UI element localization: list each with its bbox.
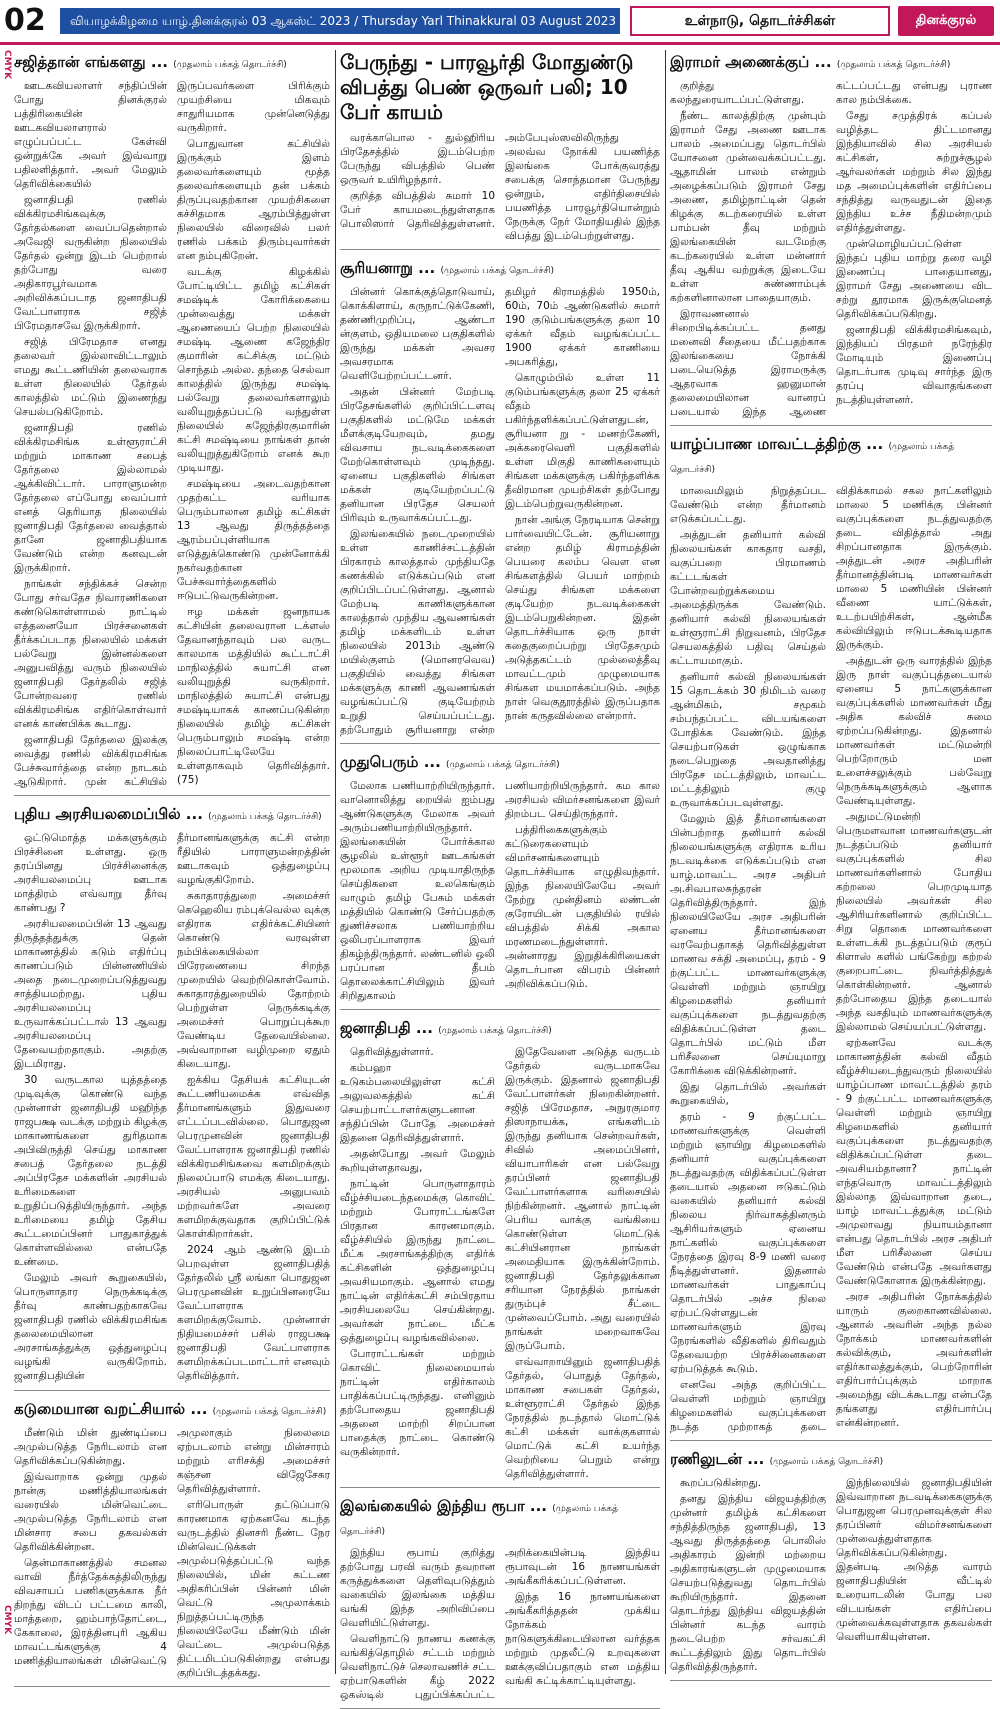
paragraph: அரச அதிபரின் நோக்கத்தில் யாரும் குறைகாணவில்லை. ஆனால் அவரின் அந்த நல்ல நோக்கம் மாணவர்களின் கல்விக்கும், அவர்களின் எதிர்காலத்துக்கும், பெற்றோரின் எதிர்பார்ப்புக்கும் மாறாக அமைந்து விடக்கூடாது என்பதே தங்களது எதிர்பார்ப்பு என்கின்றனர். bbox=[836, 1291, 992, 1429]
paragraph: கொழும்பில் உள்ள 11 குடும்பங்களுக்கு தலா 25 ஏக்கர் வீதம் பகிர்ந்தளிக்கப்பட்டுள்ளதுடன், சூரியனா று - மணற்கேணி, அக்கரைவெளி பகுதிகளில் உள்ள மிகுதி காணிகளையும் சிங்கள மக்களுக்கு பகிர்ந்தளிக்க தீவிரமான முயற்சிகள் தற்போது இடம்பெற்றுவருகின்றன. bbox=[505, 372, 660, 510]
article-body bbox=[340, 1045, 660, 1481]
paragraph: ஒட்டுமொத்த மக்களுக்கும் பிரச்சினை உள்ளது. ஒரு தரப்பினது பிரச்சினைக்கு அரசியலமைப்பு ஊடாக மாத்திரம் எவ்வாறு தீர்வு காண்பது ? bbox=[14, 832, 167, 914]
article bbox=[340, 1018, 660, 1488]
headline bbox=[340, 752, 660, 775]
paragraph: ஜனாதிபதி தேர்தலை இலக்கு வைத்து ரணில் விக்கிரமசிங்க பேச்சுவார்த்தை என்ற நாடகம் ஆடுகிறார். முன் கட்சியில் இருப்பவர்களை பிரிக்கும் முயற்சியை மிகவும் சாதுரியமாக முன்னெடுத்து வருகிறார். bbox=[14, 80, 330, 788]
article-body bbox=[340, 779, 660, 1003]
column-divider bbox=[665, 50, 666, 1674]
paragraph: ஏற்கனவே வடக்கு மாகாணத்தின் கல்வி வீதம் வீழ்ச்சியடைந்துவரும் நிலையில் யாழ்ப்பாண மாவட்டத்தில் தரம் - 9 ற்குட்பட்ட மாணவர்களுக்கு வெள்ளி மற்றும் ஞாயிறு கிழமைகளில் தனியார் வகுப்புக்களை நடத்துவதற்கு விதிக்கப்பட்டுள்ள தடை அவசியம்தானா? நாட்டின் எந்தவொரு மாவட்டத்திலும் இல்லாத இவ்வாறான தடை, யாழ் மாவட்டத்துக்கு மட்டும் அமுலாவது நியாயம்தானா என்பது தொடர்பில் அரச அதிபர் மீள பரிசீலனை செய்ய வேண்டும் என்பதே அவர்களது வேண்டுகோளாக இருக்கின்றது. bbox=[836, 1037, 992, 1287]
headline-text: சூரியனாறு ... bbox=[340, 259, 436, 277]
headline bbox=[14, 804, 330, 827]
paragraph: முன்மொழியப்பட்டுள்ள இந்தப் புதிய மாற்று தரை வழி இணைப்பு பாதையானது, இராமர் சேது அணையை விட சற்று தூரமாக இருக்குமெனத் தெரிவிக்கப்படுகிறது. bbox=[836, 238, 992, 320]
continued-note: (முதலாம் பக்கத் தொடர்ச்சி) bbox=[212, 1407, 327, 1417]
paragraph: சமஷ்டியை அடைவதற்கான முதற்கட்ட வரியாக பெரும்பாலான தமிழ் கட்சிகள் 13 ஆவது திருத்தத்தை ஆரம்பப்புள்ளியாக எடுத்துக்கொண்டு முன்னோக்கி நகர்வதற்கான பேச்சுவார்த்தைகளில் ஈடுபட்டுவருகின்றன. bbox=[177, 478, 330, 602]
headline-text: புதிய அரசியலமைப்பில் ... bbox=[14, 805, 203, 823]
paragraph: நான் அங்கு நேரடியாக சென்று பார்வையிட்டேன். சூரியனாறு என்ற தமிழ் கிராமத்தின் பெயரை கலம்ப வெள என சிங்களத்தில் பெயர் மாற்றம் செய்து சிங்கள மக்களை குடியேற்ற நடவடிக்கைகள் இடம்பெறுகின்றன. இதன் தொடர்ச்சியாக ஒரு நாள் கதைகுறைப்பற்று பிரதேசமும் அடுத்தகட்டம் முல்லைத்தீவு மாவட்டமும் முழுமையாக சிங்கள மயமாக்கப்படும். அந்த நாள் வெகுதூரத்தில் இருப்பதாக நான் கருதவில்லை என்றார். bbox=[505, 514, 660, 722]
paragraph: தனது இந்திய விஜயத்திற்கு முன்னர் தமிழ்க் கட்சிகளை சந்தித்திருந்த ஜனாதிபதி, 13 ஆவது திருத்தத்தை பொலிஸ் அதிகாரம் இன்றி மற்றைய அதிகாரங்களுடன் முழுமையாக செயற்படுத்துவது தொடர்பில் கூறியிருந்தார். இதனை தொடர்ந்து இந்திய விஜயத்தின் பின்னர் கடந்த வாரம் நடைபெற்ற சர்வகட்சி கூட்டத்திலும் இது தொடர்பில் தெரிவித்திருந்தார். bbox=[670, 1493, 826, 1673]
paragraph: தரம் - 9 ற்குட்பட்ட மாணவர்களுக்கு வெள்ளி மற்றும் ஞாயிறு கிழமைகளில் தனியார் வகுப்புக்களை நடத்துவதற்கு விதிக்கப்பட்டுள்ள தடையால் அதனை ஈடுகட்டும் வகையில் தனியார் கல்வி நிலைய நிர்வாகத்தினரும் ஆசிரியர்களும் ஏனைய நாட்களில் வகுப்புக்களை நேரத்தை இரவு 8-9 மணி வரை நீடித்துள்ளனர். இதனால் மாணவர்கள் பாதுகாப்பு தொடர்பில் அச்ச நிலை ஏற்பட்டுள்ளதுடன் மாணவர்களும் இரவு நேரங்களில் வீதிகளில் திரிவதும் தேவையற்ற பிரச்சினைகளை ஏற்படுத்தக் கூடும். bbox=[670, 1111, 826, 1375]
page-number: 02 bbox=[4, 3, 46, 38]
paragraph: மேலாக பணியாற்றியிருந்தார். வானொலித்து றையில் ஐம்பது ஆண்டுகளுக்கு மேலாக அவர் அரும்பணியாற்றியிருந்தார். இலங்கையின் போர்க்கால சூழலில் உள்ளூர் ஊடகங்கள் மூலமாக அறிய முடியாதிருந்த செய்திகளை உலகெங்கும் வாழும் தமிழ் பேசும் மக்கள் மத்தியில் கொண்டு சேர்ப்பதற்கு துணிச்சலாக பணியாற்றிய ஒலிபரப்பாளராக இவர் திகழ்ந்திருந்தார். லண்டனில் ஒலி பரப்பான தீபம் தொலைக்காட்சியிலும் இவர் சிறிதுகாலம் பணியாற்றியிருந்தார். கம கால அரசியல் விமர்சனங்களை இவர் திறம்பட செய்திருந்தார். bbox=[340, 780, 660, 1002]
newspaper-logo: தினக்குரல் bbox=[898, 6, 994, 36]
paragraph: பொதுவான கட்சியில் இருக்கும் இளம் தலைவர்களையும் மூத்த தலைவர்களையும் தன் பக்கம் திருப்புவதற்கான முயற்சிகளை கச்சிதமாக ஆரம்பித்துள்ள நிலையில் விரைவில் பலர் ரணில் பக்கம் திரும்புவார்கள் என நம்புகிறேன். bbox=[177, 138, 330, 262]
article bbox=[14, 52, 330, 796]
headline bbox=[14, 52, 330, 75]
article bbox=[670, 1449, 992, 1681]
continued-note: (முதலாம் பக்கத் தொடர்ச்சி) bbox=[446, 760, 560, 770]
paragraph: இந்த 16 நாணயங்களை அங்கீகரித்ததன் முக்கிய நோக்கம் நாடுகளுக்கிடையிலான வர்த்தக மற்றும் முதலீட்டு உறவுகளை ஊக்குவிப்பதாகும் என மத்திய வங்கி சுட்டிக்காட்டியுள்ளது. bbox=[505, 1591, 660, 1687]
paragraph: சேது சமுத்திரக் கப்பல் வழித்தட திட்டமானது இந்தியாவில் சில அரசியல் கட்சிகள், சுற்றுச்சூழல் ஆர்வலர்கள் மற்றும் சில இந்து மத அமைப்புக்களின் எதிர்ப்பை சந்தித்து வருவதுடன் இதை இந்திய உச்ச நீதிமன்றமும் எதிர்த்துள்ளது. bbox=[836, 110, 992, 234]
article-body bbox=[670, 484, 992, 1434]
headline bbox=[340, 50, 660, 125]
continued-note: (முதலாம் பக்கத் தொடர்ச்சி) bbox=[208, 812, 322, 822]
headline bbox=[340, 258, 660, 281]
headline bbox=[14, 1399, 330, 1422]
date-tamil: வியாழக்கிழமை யாழ்.தினக்குரல் 03 ஆகஸ்ட் 2023 / bbox=[70, 14, 359, 28]
article bbox=[340, 752, 660, 1010]
paragraph: எரிபொருள் தட்டுப்பாடு காரணமாக ஏற்கனவே கடந்த வருடத்தில் தினசரி நீண்ட நேர மின்வெட்டுக்கள் அமுல்படுத்தப்பட்டு வந்த நிலையில், மின் கட்டண அதிகரிப்பின் பின்னர் மின் வெட்டு அமுலாக்கம் நிறுத்தப்பட்டிருந்த நிலையிலேயே மீண்டும் மின் வெட்டை அமுல்படுத்த திட்டமிடப்படுகின்றது என்பது குறிப்பிடத்தக்கது. bbox=[177, 1499, 330, 1679]
paragraph: நாங்கள் சந்திக்கச் சென்ற போது சர்வதேச நிவாரணிகளை கண்டுகொள்ளாமல் நாட்டில் எத்தனையோ பிரச்சனைகள் தீர்க்கப்படாத நிலையில் மக்கள் பல்வேறு இன்னல்களை அனுபவித்து வரும் நிலையில் ஜனாதிபதி தேர்தலில் சஜித் போன்றவரை ரணில் விக்கிரமசிங்க எதிர்கொள்வார் எனக் காண்பிக்க கூடாது. bbox=[14, 578, 167, 730]
paragraph: சஜித் பிரேமதாச எனது தலைவர் இல்லாவிட்டாலும் எமது கூட்டணியின் தலைவராக உள்ள நிலையில் தேர்தல் காலத்தில் மட்டும் இணைந்து செயல்படுகிறோம். bbox=[14, 336, 167, 418]
article-body bbox=[14, 79, 330, 789]
paragraph: போராட்டங்கள் மற்றும் கொவிட் நிலைமையால் நாட்டின் எதிர்காலம் பாதிக்கப்பட்டிருந்தது. எனினும் தற்போதைய ஜனாதிபதி அதனை மாற்றி சிறப்பான பாதைக்கு நாட்டை கொண்டு வருகின்றார். bbox=[340, 1348, 495, 1458]
article bbox=[670, 434, 992, 1441]
continued-note: (முதலாம் பக்கத் தொடர்ச்சி) bbox=[438, 1026, 552, 1036]
article-body bbox=[670, 1476, 992, 1674]
paragraph: ஈழ மக்கள் ஜனநாயக கட்சியின் தலைவரான டக்ளஸ் தேவானந்தாவும் பல வருட காலமாக மத்தியில் கூட்டாட்சி மாநிலத்தில் சுயாட்சி என வலியுறுத்தி வருகிறார். மாநிலத்தில் சுயாட்சி என்பது சமஷ்டியாகக் காணப்படுகின்ற நிலையில் தமிழ் கட்சிகள் பெரும்பாலும் சமஷ்டி என்ற நிலைப்பாட்டிலேயே உள்ளதாகவும் தெரிவித்தார். (75) bbox=[177, 606, 330, 786]
headline bbox=[340, 1018, 660, 1041]
column-right bbox=[670, 50, 992, 1674]
paragraph: கம்பஹா உடுகம்பலையிலுள்ள கட்சி அலுவலகத்தில் கட்சி செயற்பாட்டாளர்களுடனான சந்திப்பின் போதே அமைச்சர் இதனை தெரிவித்துள்ளார். bbox=[340, 1062, 495, 1144]
headline-text: யாழ்ப்பாண மாவட்டத்திற்கு ... bbox=[670, 435, 884, 453]
paragraph: பின்னர் கொக்குத்தொடுவாய், கொக்கிளாய், கருநாட்டுக்கேணி, தண்ணிமுறிப்பு, ஆண்டா ன்குளம், ஒதியமலை பகுதிகளில் இருந்து மக்கள் அவசர அவசரமாக வெளியேற்றப்பட்டனர். bbox=[340, 286, 495, 382]
date-band bbox=[60, 8, 620, 34]
paragraph: சுகாதாரத்துறை அமைச்சர் கெஹெலிய ரம்புக்வெல்ல வுக்கு எதிராக எதிர்க்கட்சியினர் கொண்டு வரவுள்ள நம்பிக்கையில்லா பிரேரணையை சிறந்த முறையில் வெற்றிகொள்வோம். சுகாதாரத்துறையில் தோற்றம் பெற்றுள்ள நெருக்கடிக்கு அமைச்சர் பொறுப்புக்கூற வேண்டிய தேவையில்லை. அவ்வாறான வழிமுறை ஏதும் கிடையாது. bbox=[177, 890, 330, 1070]
paragraph: 2024 ஆம் ஆண்டு இடம் பெறவுள்ள ஜனாதிபதித் தேர்தலில் ஸ்ரீ லங்கா பொதுஜன பெரமுனவின் உறுப்பினரையே வேட்பாளராக களமிறக்குவோம். முன்னாள் நிதியமைச்சர் பசில் ராஜபக்ஷ ஜனாதிபதி வேட்பாளராக களமிறக்கப்படமாட்டார் எனவும் தெரிவித்தார். bbox=[177, 1244, 330, 1382]
headline bbox=[670, 434, 992, 480]
cmyk-mark-bottom: CMYK bbox=[2, 1605, 12, 1635]
continued-note: (முதலாம் பக்கத் தொடர்ச்சி) bbox=[670, 442, 955, 475]
paragraph: இது தொடர்பில் அவர்கள் கூறுகையில், bbox=[670, 1081, 826, 1107]
paragraph: தனியார் கல்வி நிலையங்கள் 15 தொடக்கம் 30 நிமிடம் வரை ஆன்மிகம், சமூகம் சம்பந்தப்பட்ட விடயங்களை போதிக்க வேண்டும். இந்த செயற்பாடுகள் ஒழுங்காக நடைபெறுதை அவதானித்து பிரதேச மட்டத்திலும், மாவட்ட மட்டத்திலும் குழு உருவாக்கப்படவுள்ளது. bbox=[670, 671, 826, 809]
column-left bbox=[14, 50, 330, 1679]
headline-text: ஜனாதிபதி ... bbox=[340, 1019, 433, 1037]
article-body bbox=[14, 1426, 330, 1680]
paragraph: அத்துடன் ஒரு வாரத்தில் இந்த இரு நாள் வகுப்புத்தடையால் ஏனைய 5 நாட்களுக்கான வகுப்புக்களில் மாணவர்கள் மீது அதிக கல்விச் சுமை ஏற்றப்படுகின்றது. இதனால் மாணவர்கள் மட்டுமன்றி பெற்றோரும் மன உளைச்சலுக்கும் பல்வேறு நெருக்கடிகளுக்கும் ஆளாக வேண்டியுள்ளது. bbox=[836, 655, 992, 807]
paragraph: இந்திய ரூபாய் குறித்து தற்போது பரவி வரும் தவறான கருத்துக்களை தெளிவுபடுத்தும் வகையில் இலங்கை மத்திய வங்கி இந்த அறிவிப்பை வெளியிட்டுள்ளது. bbox=[340, 1547, 495, 1629]
article-body bbox=[340, 1546, 660, 1702]
headline bbox=[340, 1496, 660, 1542]
article-body bbox=[340, 285, 660, 737]
paragraph: இராவணனால் சிறைபிடிக்கப்பட்ட தனது மனைவி சீதையை மீட்பதற்காக இலங்கையை நோக்கி படையெடுத்த இராமருக்கு ஆதரவாக ஹனுமான் தலைமையிலான வானரப் படையால் இந்த ஆணை கட்டப்பட்டது என்பது புராண கால நம்பிக்கை. bbox=[670, 80, 992, 418]
article bbox=[340, 1496, 660, 1709]
article-body bbox=[14, 831, 330, 1384]
paragraph: கூறப்படுகின்றது. bbox=[680, 1477, 762, 1489]
paragraph: அத்துடன் தனியார் கல்வி நிலையங்கள் காகதார வசதி, வகுப்பறை பிரமாணம் கட்டடங்கள் போன்றவற்றுக்கமைய அமைத்திருக்க வேண்டும். தனியார் கல்வி நிலையங்கள் உள்ளூராட்சி நிறுவனம், பிரதேச செயலகத்தில் பதிவு செய்தல் கட்டாயமாகும். bbox=[670, 529, 826, 667]
paragraph: நாட்டின் பொருளாதாரம் வீழ்ச்சியடைந்தமைக்கு கொவிட் மற்றும் போராட்டங்களே பிரதான காரணமாகும். வீழ்ச்சியில் இருந்து நாட்டை மீட்க அரசாங்கத்திற்கு எதிர்க் கட்சிகளின் ஒத்துழைப்பு அவசியமாகும். ஆனால் எமது நாட்டின் எதிர்க்கட்சி சம்பிரதாய அரசியலையே செய்கின்றது. அவர்கள் நாட்டை மீட்க ஒத்துழைப்பு வழங்கவில்லை. bbox=[340, 1178, 495, 1344]
paragraph: தெரிவித்துள்ளார். bbox=[350, 1046, 434, 1058]
paragraph: தென்மாகாணத்தில் சமனல வாவி நீர்த்தேக்கத்திலிருந்து விவசாயப் பணிகளுக்காக நீர் திறந்து விடப் பட்டமை காலி, மாத்தறை, ஹம்பாந்தோட்டை, கேகாலை, இரத்தினபுரி ஆகிய மாவட்டங்களுக்கு 4 மணித்தியாலங்கள் மின்வெட்டு அமுலாகும் நிலைமை ஏற்படலாம் என்று மின்சாரம் மற்றும் எரிசக்தி அமைச்சர் கஞ்சன விஜேசேகர தெரிவித்துள்ளார். bbox=[14, 1427, 330, 1667]
paragraph: குறித்த விபத்தில் சுமார் 10 பேர் காயமடைந்துள்ளதாக பொலிஸார் தெரிவித்துள்ளனர். அம்பேபுஸ்ஸவிலிருந்து அலவ்வ நோக்கி பயணித்த இலங்கை போக்குவரத்து சபைக்கு சொந்தமான பேருந்து ஒன்றும், எதிர்திசையில் பயணித்த பாரவூர்தியொன்றும் நேருக்கு நேர் மோதியதில் இந்த விபத்து இடம்பெற்றுள்ளது. bbox=[340, 132, 660, 242]
paragraph: அதன் பின்னர் மேற்படி பிரதேசங்களில் குறிப்பிட்டளவு பகுதிகளில் மட்டுமே மக்கள் மீளக்குடியேறவும், தமது விவசாய நடவடிக்கைகளை மேற்கொள்ளவும் முடிந்தது. ஏனைய பகுதிகளில் சிங்கள மக்கள் குடியேற்றப்பட்டு தனியான பிரதேச செயலர் பிரிவும் உருவாக்கப்பட்டது. bbox=[340, 386, 495, 524]
headline-text: பேருந்து - பாரவூர்தி மோதுண்டு விபத்து பெண் ஒருவர் பலி; 10 பேர் காயம் bbox=[340, 50, 634, 124]
paragraph: குறித்து கலந்துரையாடப்பட்டுள்ளது. bbox=[670, 80, 805, 106]
paragraph: நீண்ட காலத்திற்கு முன்பும் இராமர் சேது அணை ஊடாக பாலம் அமைப்பது தொடர்பில் யோசனை முன்வைக்கப்பட்டது. ஆதாமின் பாலம் என்றும் அழைக்கப்படும் இராமர் சேது அணை, தமிழ்நாட்டின் தென் கிழக்கு கடற்கரையில் உள்ள பாம்பன் தீவு மற்றும் இலங்கையின் வடமேற்கு கடற்கரையில் உள்ள மன்னார் தீவு ஆகிய வற்றுக்கு இடையே உள்ள சுண்ணாம்புக் கற்களினாலான பாதையாகும். bbox=[670, 110, 826, 304]
paragraph: எவ்வாறாயினும் ஜனாதிபதித் தேர்தல், பொதுத் தேர்தல், மாகாண சபைகள் தேர்தல், உள்ளூராட்சி தேர்தல் இந்த நேரத்தில் நடந்தால் மொட்டுக் கட்சி மக்கள் வாக்குகளால் மொட்டுக் கட்சி உயர்ந்த வெற்றியை பெறும் என்று தெரிவித்துள்ளார். bbox=[505, 1356, 660, 1480]
paragraph: மேலும் அவர் கூறுகையில், பொருளாதார நெருக்கடிக்கு தீர்வு காண்பதற்காகவே ஜனாதிபதி ரணில் விக்கிரமசிங்க தலைமையிலான அரசாங்கத்துக்கு ஒத்துழைப்பு வழங்கி வருகிறோம். ஜனாதிபதியின் தீர்மானங்களுக்கு கட்சி என்ற ரீதியில் பாராளுமன்றத்தின் ஊடாகவும் ஒத்துழைப்பு வழங்குகிறோம். bbox=[14, 832, 330, 1382]
column-middle bbox=[340, 50, 660, 1701]
continued-note: (முதலாம் பக்கத் தொடர்ச்சி) bbox=[340, 1504, 618, 1537]
paragraph: அதுமட்டுமன்றி பெருமளவான மாணவர்களுடன் நடத்தப்படும் தனியார் வகுப்புக்களில் சில மாணவர்களினால் போதிய கற்றலை பெறமுடியாத நிலையில் அவர்கள் சில ஆசிரியர்களினால் குறிப்பிட்ட சிறு தொகை மாணவர்களை உள்ளடக்கி நடத்தப்படும் குரூப் கிளாஸ் களில் பங்கேற்று கற்றல் குறைபாட்டை நிவர்த்தித்துக் கொள்கின்றனர். ஆனால் தற்போதைய இந்த தடையால் அந்த வசதியும் மாணவர்களுக்கு இல்லாமல் செய்யப்பட்டுள்ளது. bbox=[836, 811, 992, 1033]
masthead-rule bbox=[0, 42, 1000, 45]
paragraph: ஐக்கிய தேசியக் கட்சியுடன் கூட்டணியமைக்க எவ்வித தீர்மானங்களும் இதுவரை எட்டப்படவில்லை. பொதுஜன பெரமுனவின் ஜனாதிபதி வேட்பாளராக ஜனாதிபதி ரணில் விக்கிரமசிங்கவை களமிறக்கும் நிலைப்பாடு எமக்கு கிடையாது. அரசியல் அனுபவம் மற்றவர்களே அவரை களமிறக்குவதாக குறிப்பிட்டுக் கொள்கிறார்கள். bbox=[177, 1074, 330, 1240]
continued-note: (முதலாம் பக்கத் தொடர்ச்சி) bbox=[173, 60, 287, 70]
paragraph: 30 வருடகால யுத்தத்தை முடிவுக்கு கொண்டு வந்த முன்னாள் ஜனாதிபதி மஹிந்த ராஜபக்ஷ வடக்கு மற்றும் கிழக்கு மாகாணங்களை துரிதமாக அபிவிருத்தி செய்து மாகாண சபைத் தேர்தலை நடத்தி அப்பிரதேச மக்களின் அரசியல் உரிமைகளை உறுதிப்படுத்தியிருந்தார். அந்த உரிமையை தமிழ் தேசிய கூட்டமைப்பினர் பாதுகாத்துக் கொள்ளவில்லை என்பதே உண்மை. bbox=[14, 1074, 167, 1268]
continued-note: (முதலாம் பக்கத் தொடர்ச்சி) bbox=[769, 1457, 884, 1467]
paragraph: மேலும் இத் தீர்மானங்களை பின்பற்றாத தனியார் கல்வி நிலையங்களுக்கு எதிராக உரிய நடவடிக்கை எடுக்கப்படும் என யாழ்.மாவட்ட அரச அதிபர் அ.சிவபாலசுந்தரன் தெரிவித்திருந்தார். இந் நிலையிலேயே அரச அதிபரின் ஏனைய தீர்மானங்களை வரவேற்பதாகத் தெரிவித்துள்ள மாணவ சக்தி அமைப்பு, தரம் - 9 ற்குட்பட்ட மாணவர்களுக்கு வெள்ளி மற்றும் ஞாயிறு கிழமைகளில் தனியார் வகுப்புக்களை நடத்துவதற்கு விதிக்கப்பட்டுள்ள தடை தொடர்பில் மட்டும் மீள பரிசீலனை செய்யுமாறு கோரிக்கை விடுக்கின்றனர். bbox=[670, 813, 826, 1077]
masthead bbox=[0, 0, 1000, 42]
article bbox=[14, 1399, 330, 1687]
paragraph: இந்நிலையில் ஜனாதிபதியின் இவ்வாறான நடவடிக்கைகளுக்கு பொதுஜன பெரமுனவுக்குள் சில தரப்பினர் விமர்சனங்களை முன்வைத்துள்ளதாக தெரிவிக்கப்படுகின்றது. இதன்படி அடுத்த வாரம் ஜனாதிபதியின் வீட்டில் உரையாடலின் போது பல விடயங்கள் எதிர்ப்பை முன்வைக்கவுள்ளதாக தகவல்கள் வெளியாகியுள்ளன. bbox=[836, 1477, 992, 1643]
paragraph: வெளிநாட்டு நாணய கணக்கு வங்கித்தொழில் சட்டம் மற்றும் வெளிநாட்டுச் செலாவணிச் சட்ட ஏற்பாடுகளின் கீழ் 2022 ஒகஸ்டில் புதுப்பிக்கப்பட்ட அறிக்கையின்படி இந்திய ரூபாவுடன் 16 நாணயங்கள் அங்கீகரிக்கப்பட்டுள்ளன. bbox=[340, 1547, 660, 1701]
paragraph: அதன்போது அவர் மேலும் கூறியுள்ளதாவது, bbox=[340, 1148, 495, 1174]
article bbox=[670, 52, 992, 426]
paragraph: வடக்கு கிழக்கில் போட்டியிட்ட தமிழ் கட்சிகள் சமஷ்டிக் கோரிக்கையை முன்வைத்து மக்கள் ஆணையைப் பெற்ற நிலையில் சமஷ்டி ஆணை கஜேந்திர குமாரின் கட்சிக்கு மட்டும் சொந்தம் அல்ல. தந்தை செல்வா காலத்தில் இருந்து சமஷ்டி பல்வேறு தலைவர்களாலும் வலியுறுத்தப்பட்டு வந்துள்ள நிலையில் கஜேந்திரகுமாரின் கட்சி சமஷ்டியை நாங்கள் தான் வலியுறுத்துகிறோம் எனக் கூற முடியாது. bbox=[177, 266, 330, 474]
paragraph: இலங்கையில் நடைமுறையில் உள்ள காணிச்சட்டத்தின் பிரகாரம் காலத்தால் முந்தியதே கணக்கில் எடுக்கப்படும் என குறிப்பிடப்பட்டுள்ளது. ஆனால் மேற்படி காணிகளுக்கான காலத்தால் முந்திய ஆவணங்கள் தமிழ் மக்களிடம் உள்ள நிலையில் 2013ம் ஆண்டு மயில்குளம் (மொனரவெவ) பகுதியில் வைத்து சிங்கள மக்களுக்கு காணி ஆவணங்கள் வழங்கப்பட்டு குடியேற்றம் உறுதி செய்யப்பட்டது. தற்போதும் சூரியனாறு என்ற தமிழர் கிராமத்தில் 1950ம், 60ம், 70ம் ஆண்டுகளில் சுமார் 190 குடும்பங்களுக்கு தலா 10 ஏக்கர் வீதம் வழங்கப்பட்ட 1900 ஏக்கர் காணியை அபகரித்து, bbox=[340, 286, 660, 736]
cmyk-mark-top: CMYK bbox=[2, 50, 12, 80]
headline bbox=[670, 52, 992, 75]
continued-note: (முதலாம் பக்கத் தொடர்ச்சி) bbox=[836, 60, 951, 70]
paragraph: அரசியலமைப்பின் 13 ஆவது திருத்தத்துக்கு தென் மாகாணத்தில் கடும் எதிர்ப்பு காணப்படும் பின்னணியில் அதை நடைமுறைப்படுத்துவது சாத்தியமற்றது. புதிய அரசியலமைப்பு உருவாக்கப்பட்டால் 13 ஆவது அரசியலமைப்பு தேவையற்றதாகும். அதற்கு இடமிராது. bbox=[14, 918, 167, 1070]
article bbox=[340, 258, 660, 744]
paragraph: பத்திரிகைகளுக்கும் கட்டுரைகளையும் விமர்சனங்களையும் தொடர்ச்சியாக எழுதிவந்தார். இந்த நிலையிலேயே அவர் நேற்று முன்தினம் லண்டன் குரோயிடன் பகுதியில் ரயில் விபத்தில் சிக்கி அகால மரணமடைந்துள்ளார். அன்னாரது இறுதிக்கிரியைகள் தொடர்பான விபரம் பின்னர் அறிவிக்கப்படும். bbox=[505, 824, 660, 990]
article-body bbox=[670, 79, 992, 419]
headline-text: கடுமையான வறட்சியால் ... bbox=[14, 1400, 208, 1418]
article bbox=[14, 804, 330, 1391]
headline-text: இலங்கையில் இந்திய ரூபா ... bbox=[340, 1497, 548, 1515]
headline-text: ரணிலுடன் ... bbox=[670, 1450, 765, 1468]
headline bbox=[670, 1449, 992, 1472]
paragraph: ஊடகவியலாளர் சந்திப்பின் போது தினக்குரல் பத்திரிகையின் ஊடகவியலாளரால் எழுப்பப்பட்ட கேள்வி ஒன்றுக்கே அவர் இவ்வாறு பதிலளித்தார். அவர் மேலும் தெரிவிக்கையில் bbox=[14, 80, 167, 190]
date-english: Thursday Yarl Thinakkural 03 August 2023 bbox=[362, 14, 616, 28]
column-divider bbox=[335, 50, 336, 1674]
continued-note: (முதலாம் பக்கத் தொடர்ச்சி) bbox=[440, 266, 555, 276]
paragraph: ஜனாதிபதி ரணில் விக்கிரமசிங்க உள்ளூராட்சி மற்றும் மாகாண சபைத் தேர்தலை இல்லாமல் ஆக்கிவிட்டார். பாராளுமன்ற தேர்தலை எப்போது வைப்பார் எனத் தெரியாத நிலையில் ஜனாதிபதி தேர்தலை வைத்தால் தானே ஜனாதிபதியாக வேண்டும் என்ற கனவுடன் இருக்கிறார். bbox=[14, 422, 167, 574]
paragraph: மீண்டும் மின் துண்டிப்பை அமுல்படுத்த நேரிடலாம் என தெரிவிக்கப்படுகின்றது. bbox=[14, 1427, 167, 1467]
paragraph: மாவைமிலும் நிறுத்தப்பட வேண்டும் என்ற தீர்மானம் எடுக்கப்பட்டது. bbox=[670, 485, 826, 525]
section-label: உள்நாடு, தொடர்ச்சிகள் bbox=[630, 6, 890, 36]
paragraph: ஜனாதிபதி விக்கிரமசிங்கவும், இந்தியப் பிரதமர் நரேந்திர மோடியும் இணைப்பு தொடர்பாக முடிவு சார்ந்த இரு தரப்பு விவாதங்களை நடத்தியுள்ளனர். bbox=[836, 324, 992, 406]
paragraph: இவ்வாறாக ஒன்று முதல் நான்கு மணித்தியாலங்கள் வரையில் மின்வெட்டை அமுல்படுத்த நேரிடலாம் என மின்சார சபை தகவல்கள் தெரிவிக்கின்றன. bbox=[14, 1471, 167, 1553]
paragraph: எனவே அந்த குறிப்பிட்ட வெள்ளி மற்றும் ஞாயிறு கிழமைகளில் வகுப்புக்களை நடத்த முற்றாகத் தடை விதிக்காமல் சகல நாட்களிலும் மாலை 5 மணிக்கு பின்னர் வகுப்புக்களை நடத்துவதற்கு தடை விதித்தால் அது சிறப்பானதாக இருக்கும். அத்துடன் அரச அதிபரின் தீர்மானத்தின்படி மாணவர்கள் மாலை 5 மணியின் பின்னர் வீணை யாட்டுக்கள், உடற்பயிற்சிகள், ஆன்மீக கல்வியிலும் ஈடுபடக்கூடியதாக இருக்கும். bbox=[670, 485, 992, 1433]
headline-text: முதுபெரும் ... bbox=[340, 753, 441, 771]
paragraph: இதேவேளை அடுத்த வருடம் தேர்தல் வருடமாகவே இருக்கும். இதனால் ஜனாதிபதி வேட்பாளர்கள் நிறைகின்றனர். சஜித் பிரேமதாச, அநுரகுமார திஸாநாயக்க, எங்களிடம் இருந்து தனியாக சென்றவர்கள், சிவில் அமைப்பினர், வியாபாரிகள் என பல்வேறு தரப்பினர் ஜனாதிபதி வேட்பாளர்களாக வரிசையில் நிற்கின்றனர். ஆனால் நாட்டின் பெரிய வாக்கு வங்கியை கொண்டுள்ள மொட்டுக் கட்சியினரான நாங்கள் அமைதியாக இருக்கின்றோம். ஜனாதிபதி தேர்தலுக்கான சரியான நேரத்தில் நாங்கள் துரும்புச் சீட்டை முன்வைப்போம். அது வரையில் நாங்கள் மறைவாகவே இருப்போம். bbox=[505, 1046, 660, 1352]
article bbox=[340, 50, 660, 250]
paragraph: ஜனாதிபதி ரணில் விக்கிரமசிங்கவுக்கு தேர்தல்களை வைப்பதென்றால் அவேஜி வருகின்ற நிலையில் தேர்தல் ஒன்று இடம் பெற்றால் தற்போது வரை அதிகாரபூர்வமாக அறிவிக்கப்படாத ஜனாதிபதி வேட்பாளராக சஜித் பிரேமதாசவே இருக்கிறார். bbox=[14, 194, 167, 332]
headline-text: சஜித்தான் எங்களது ... bbox=[14, 53, 168, 71]
paragraph: வரக்காபொல - துல்ஹிரிய பிரதேசத்தில் இடம்பெற்ற பேருந்து விபத்தில் பெண் ஒருவர் உயிரிழந்தார். bbox=[340, 132, 495, 186]
headline-text: இராமர் அணைக்குப் ... bbox=[670, 53, 832, 71]
article-body bbox=[340, 131, 660, 243]
